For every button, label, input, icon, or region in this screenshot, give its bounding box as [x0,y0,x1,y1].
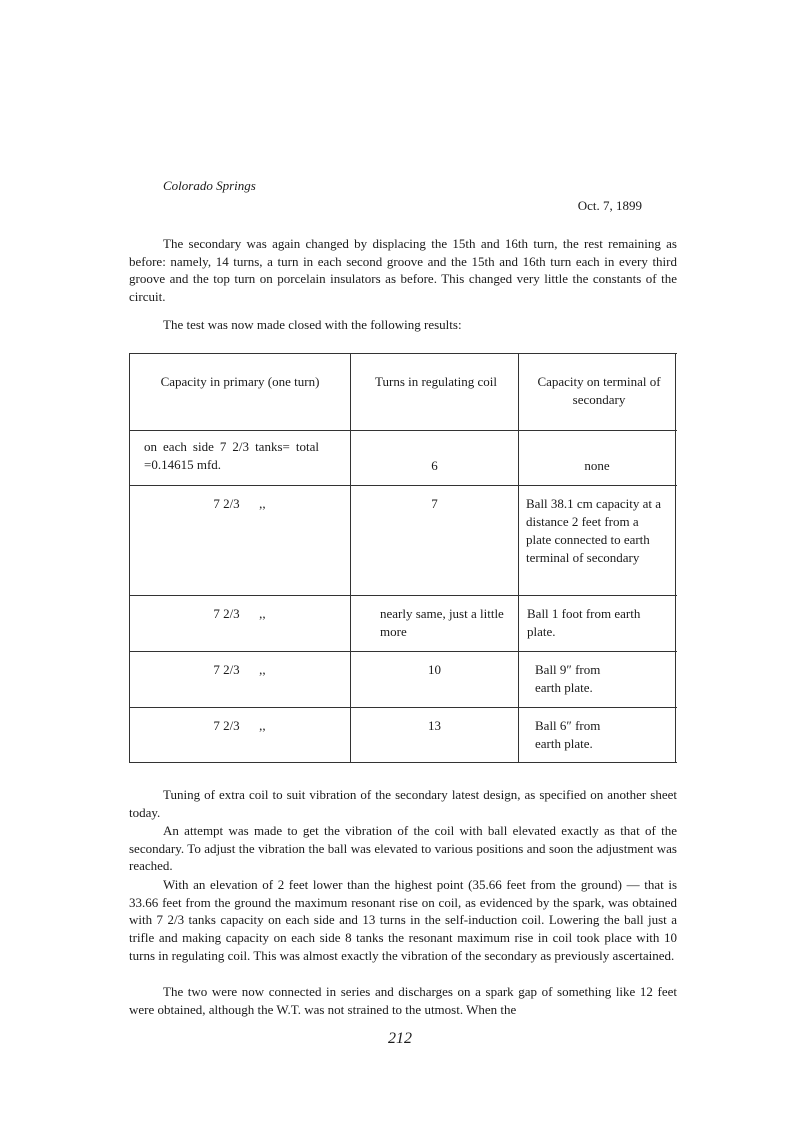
table-cell-capacity: 7 2/3 ,, [213,662,266,677]
table-cell-terminal: Ball 1 foot from earth plate. [527,606,641,639]
table-cell-capacity: 7 2/3 ,, [213,718,266,733]
body-paragraph: With an elevation of 2 feet lower than the highest point (35.66 feet from the ground) — that is 33.66 feet from the ground the maximum resonant rise on coil, as evidenced by the spark, was obtained with 7 2/3 tanks capacity on each side and 13 turns in the self-induction coil. Lowering the ball just a trifle and making capacity on each side 8 tanks the resonant maximum rise in coil took place with 10 turns in regulating coil. This was almost exactly the vibration of the secondary as previously ascertained. [129,877,677,963]
table-cell-capacity: 7 2/3 ,, [213,606,266,621]
table-header-capacity-terminal: Capacity on terminal of secondary [537,374,661,407]
table-cell-terminal: Ball 38.1 cm capacity at a distance 2 feet from a plate connected to earth terminal of secondary [526,496,662,565]
table-cell-turns: 7 [431,496,438,511]
intro-paragraph: The test was now made closed with the following results: [163,317,462,332]
body-paragraph: An attempt was made to get the vibration of the coil with ball elevated exactly as that of the secondary. To adjust the vibration the ball was elevated to various positions and soon the adjustment was reached. [129,823,677,874]
table-cell-terminal: Ball 6″ from earth plate. [535,718,601,751]
results-table [129,353,677,763]
table-cell-turns: 10 [428,662,441,677]
page-number: 212 [388,1030,412,1047]
body-paragraph: Tuning of extra coil to suit vibration of the secondary latest design, as specified on another sheet today. [129,787,677,820]
table-header-turns: Turns in regulating coil [375,374,497,389]
table-cell-turns: 13 [428,718,441,733]
table-cell-terminal: Ball 9″ from earth plate. [535,662,601,695]
table-cell-turns: 6 [431,458,438,473]
date-line: Oct. 7, 1899 [577,198,642,213]
body-paragraph: The two were now connected in series and discharges on a spark gap of something like 12 feet were obtained, although the W.T. was not strained to the utmost. When the [129,984,677,1017]
table-cell-capacity: 7 2/3 ,, [213,496,266,511]
place-heading: Colorado Springs [163,178,256,193]
table-cell-capacity: on each side 7 2/3 tanks= total =0.14615 mfd. [144,439,319,472]
intro-paragraph: The secondary was again changed by displacing the 15th and 16th turn, the rest remaining as before: namely, 14 turns, a turn in each second groove and the 15th and 16th turn each in every third groove and the top turn on porcelain insulators as before. This changed very little the constants of the circuit. [129,236,677,305]
table-cell-turns: nearly same, just a little more [380,606,504,639]
table-header-capacity-primary: Capacity in primary (one turn) [160,374,320,389]
table-cell-terminal: none [584,458,610,473]
